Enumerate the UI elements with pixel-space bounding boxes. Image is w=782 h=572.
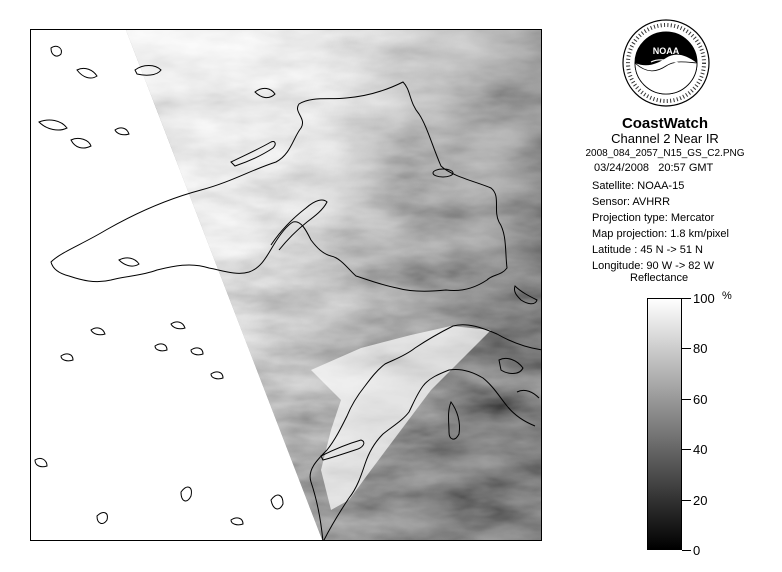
time-label: 20:57 GMT — [658, 162, 714, 174]
sensor-label: Sensor: AVHRR — [592, 196, 671, 208]
colorbar-tick-label: 80 — [693, 341, 708, 356]
satellite-label: Satellite: NOAA-15 — [592, 180, 685, 192]
colorbar-tick-label: 100 — [693, 291, 715, 306]
satellite-swath — [31, 30, 542, 541]
colorbar-tick-label: 0 — [693, 543, 701, 558]
noaa-seal-icon — [621, 18, 711, 108]
colorbar-tick-label: 60 — [693, 392, 708, 407]
brand-title: CoastWatch — [621, 115, 709, 132]
scale-unit: % — [722, 290, 732, 302]
colorbar-tick — [682, 500, 691, 501]
satellite-image-map — [30, 29, 542, 541]
projection-type-label: Projection type: Mercator — [592, 212, 715, 224]
colorbar-tick — [682, 550, 691, 551]
colorbar-tick — [682, 399, 691, 400]
longitude-label: Longitude: 90 W -> 82 W — [592, 260, 714, 272]
latitude-label: Latitude : 45 N -> 51 N — [592, 244, 703, 256]
reflectance-colorbar — [647, 298, 682, 550]
datetime-row — [594, 162, 713, 175]
channel-label: Channel 2 Near IR — [611, 131, 719, 146]
filename-label: 2008_084_2057_N15_GS_C2.PNG — [585, 148, 745, 159]
colorbar-tick — [682, 449, 691, 450]
noaa-logo-text: NOAA — [652, 46, 680, 56]
scale-title: Reflectance — [630, 272, 689, 284]
colorbar-tick — [682, 348, 691, 349]
date-label: 03/24/2008 — [594, 162, 650, 174]
colorbar-tick-label: 20 — [693, 493, 708, 508]
satellite-image — [31, 30, 542, 541]
colorbar-tick — [682, 298, 691, 299]
colorbar-tick-label: 40 — [693, 442, 708, 457]
map-projection-label: Map projection: 1.8 km/pixel — [592, 228, 729, 240]
